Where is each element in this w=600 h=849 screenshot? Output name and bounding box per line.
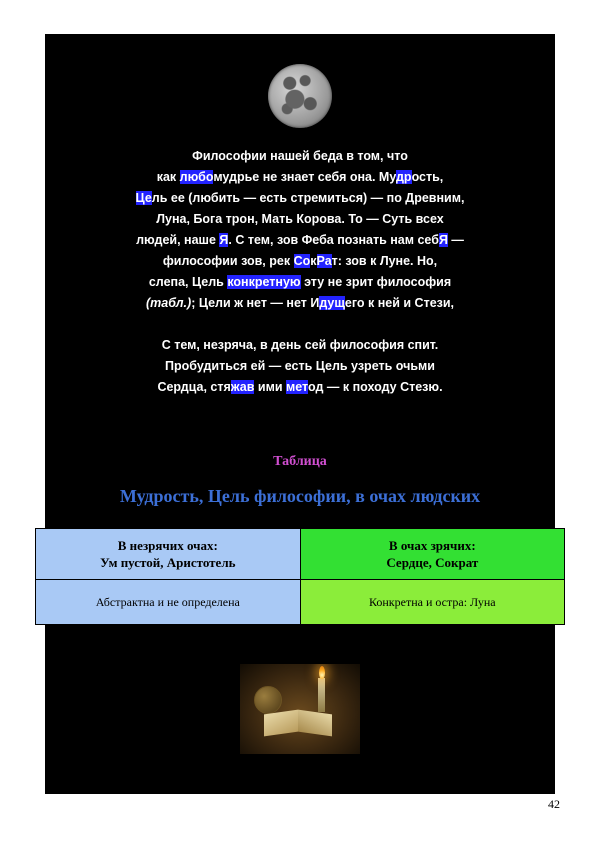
highlighted-text: Со (293, 254, 311, 268)
poem-text-segment: (табл.) (145, 296, 192, 310)
table-cell-left: Абстрактна и не определена (36, 580, 301, 625)
poem-line (65, 209, 535, 230)
poem-text-segment: как (156, 170, 180, 184)
highlighted-text: Я (438, 233, 448, 247)
header-left-line2: Ум пустой, Аристотель (100, 555, 236, 570)
poem-stanza-2 (65, 335, 535, 398)
globe-icon (254, 686, 282, 714)
poem-text-segment: ; Цели ж нет — нет И (191, 296, 320, 310)
poem-line (65, 167, 535, 188)
poem-text-segment: ость, (411, 170, 444, 184)
table-row (36, 580, 565, 625)
candle-book-globe-image (240, 664, 360, 754)
poem-text-segment: С тем, незряча, в день сей философия спит. (161, 338, 439, 352)
poem-text-segment: его к ней и Стези, (344, 296, 455, 310)
poem-text-segment: Философии нашей беда в том, что (192, 149, 408, 163)
table-header-row (36, 529, 565, 580)
stanza-spacer (65, 314, 535, 335)
poem-line (65, 251, 535, 272)
poem-text-segment: к (310, 254, 317, 268)
black-content-panel (45, 34, 555, 794)
poem-line (65, 272, 535, 293)
moon-image-container (45, 64, 555, 133)
highlighted-text: Ра (316, 254, 332, 268)
full-moon-icon (268, 64, 332, 128)
poem-text-segment: — (447, 233, 464, 247)
poem-line (65, 146, 535, 167)
header-left-line1: В незрячих очах: (117, 538, 218, 553)
poem-line (65, 188, 535, 209)
table-header-left (36, 529, 301, 580)
comparison-table (35, 528, 565, 625)
poem-text-segment: . С тем, зов Феба познать нам себ (228, 233, 439, 247)
highlighted-text: дущ (319, 296, 345, 310)
poem-line (65, 335, 535, 356)
table-caption: Мудрость, Цель философии, в очах людских (119, 486, 481, 506)
table-label: Таблица (273, 454, 327, 469)
book-right-page (298, 710, 332, 737)
poem-line (65, 293, 535, 314)
poem-text-segment: слепа, Цель (148, 275, 228, 289)
highlighted-text: конкретную (227, 275, 301, 289)
poem-text-segment: ль ее (любить — есть стремиться) — по Древним, (151, 191, 465, 205)
poem-text-segment: мудрье не знает себя она. Му (213, 170, 396, 184)
highlighted-text: Я (219, 233, 229, 247)
highlighted-text: Це (135, 191, 152, 205)
poem-text-segment: людей, наше (136, 233, 220, 247)
poem-text-segment: . То — Суть всех (341, 212, 444, 226)
highlighted-text: жав (230, 380, 255, 394)
poem-line (65, 230, 535, 251)
poem-text-segment: од — к походу Стезю. (308, 380, 443, 394)
poem-line (65, 356, 535, 377)
flame-icon (319, 666, 325, 679)
highlighted-text: др (396, 170, 412, 184)
poem-text-segment: Луна, Бога трон, Мать Корова (156, 212, 342, 226)
table-header-right (300, 529, 564, 580)
highlighted-text: мет (286, 380, 308, 394)
header-right-line2: Сердце, Сократ (386, 555, 479, 570)
header-right-line1: В очах зрячих: (388, 538, 476, 553)
highlighted-text: любо (179, 170, 214, 184)
poem-text (65, 146, 535, 398)
poem-text-segment: Пробудиться ей — есть Цель узреть очьми (165, 359, 435, 373)
table-cell-right: Конкретна и остра: Луна (300, 580, 564, 625)
poem-text-segment: Сердца, стя (157, 380, 231, 394)
poem-text-segment: философии зов, рек (162, 254, 294, 268)
poem-text-segment: эту не зрит философия (300, 275, 452, 289)
poem-text-segment: ими (254, 380, 286, 394)
poem-stanza-1 (65, 146, 535, 314)
candle-icon (318, 678, 325, 712)
page-number: 42 (548, 797, 560, 811)
poem-line (65, 377, 535, 398)
poem-text-segment: т: зов к Луне. Но, (331, 254, 438, 268)
book-left-page (264, 710, 298, 737)
